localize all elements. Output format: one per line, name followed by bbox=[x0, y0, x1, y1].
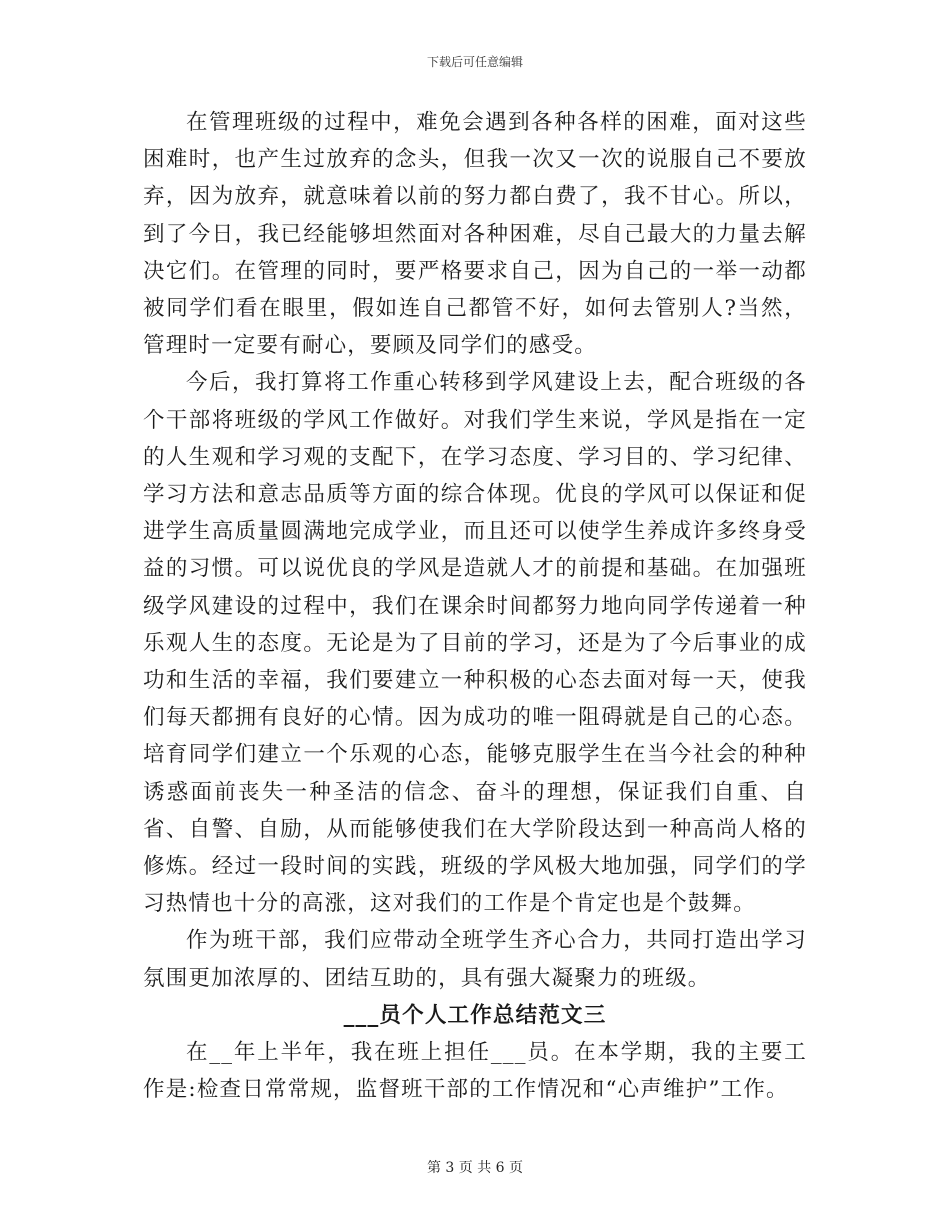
paragraph-semester-work: 在__年上半年，我在班上担任___员。在本学期，我的主要工作是:检查日常常规，监督班干部的工作情况和“心声维护”工作。 bbox=[143, 1040, 807, 1103]
page-header: 下载后可任意编辑 bbox=[426, 55, 523, 69]
paragraph-class-management: 在管理班级的过程中，难免会遇到各种各样的困难，面对这些困难时，也产生过放弃的念头，但我一次又一次的说服自己不要放弃，因为放弃，就意味着以前的努力都白费了，我不甘心。所以，到了今日，我已经能够坦然面对各种困难，尽自己最大的力量去解决它们。在管理的同时，要严格要求自己，因为自己的一举一动都被同学们看在眼里，假如连自己都管不好，如何去管别人?当然，管理时一定要有耐心，要顾及同学们的感受。 bbox=[143, 110, 807, 359]
paragraph-class-cadre: 作为班干部，我们应带动全班学生齐心合力，共同打造出学习氛围更加浓厚的、团结互助的，具有强大凝聚力的班级。 bbox=[143, 928, 807, 991]
section-title: ___员个人工作总结范文三 bbox=[343, 1002, 607, 1028]
document-body bbox=[143, 104, 807, 1108]
page-footer: 第 3 页 共 6 页 bbox=[426, 1160, 524, 1176]
paragraph-study-style: 今后，我打算将工作重心转移到学风建设上去，配合班级的各个干部将班级的学风工作做好。对我们学生来说，学风是指在一定的人生观和学习观的支配下，在学习态度、学习目的、学习纪律、学习方法和意志品质等方面的综合体现。优良的学风可以保证和促进学生高质量圆满地完成学业，而且还可以使学生养成许多终身受益的习惯。可以说优良的学风是造就人才的前提和基础。在加强班级学风建设的过程中，我们在课余时间都努力地向同学传递着一种乐观人生的态度。无论是为了目前的学习，还是为了今后事业的成功和生活的幸福，我们要建立一种积极的心态去面对每一天，使我们每天都拥有良好的心情。因为成功的唯一阻碍就是自己的心态。培育同学们建立一个乐观的心态，能够克服学生在当今社会的种种诱惑面前丧失一种圣洁的信念、奋斗的理想，保证我们自重、自省、自警、自励，从而能够使我们在大学阶段达到一种高尚人格的修炼。经过一段时间的实践，班级的学风极大地加强，同学们的学习热情也十分的高涨，这对我们的工作是个肯定也是个鼓舞。 bbox=[143, 370, 807, 917]
